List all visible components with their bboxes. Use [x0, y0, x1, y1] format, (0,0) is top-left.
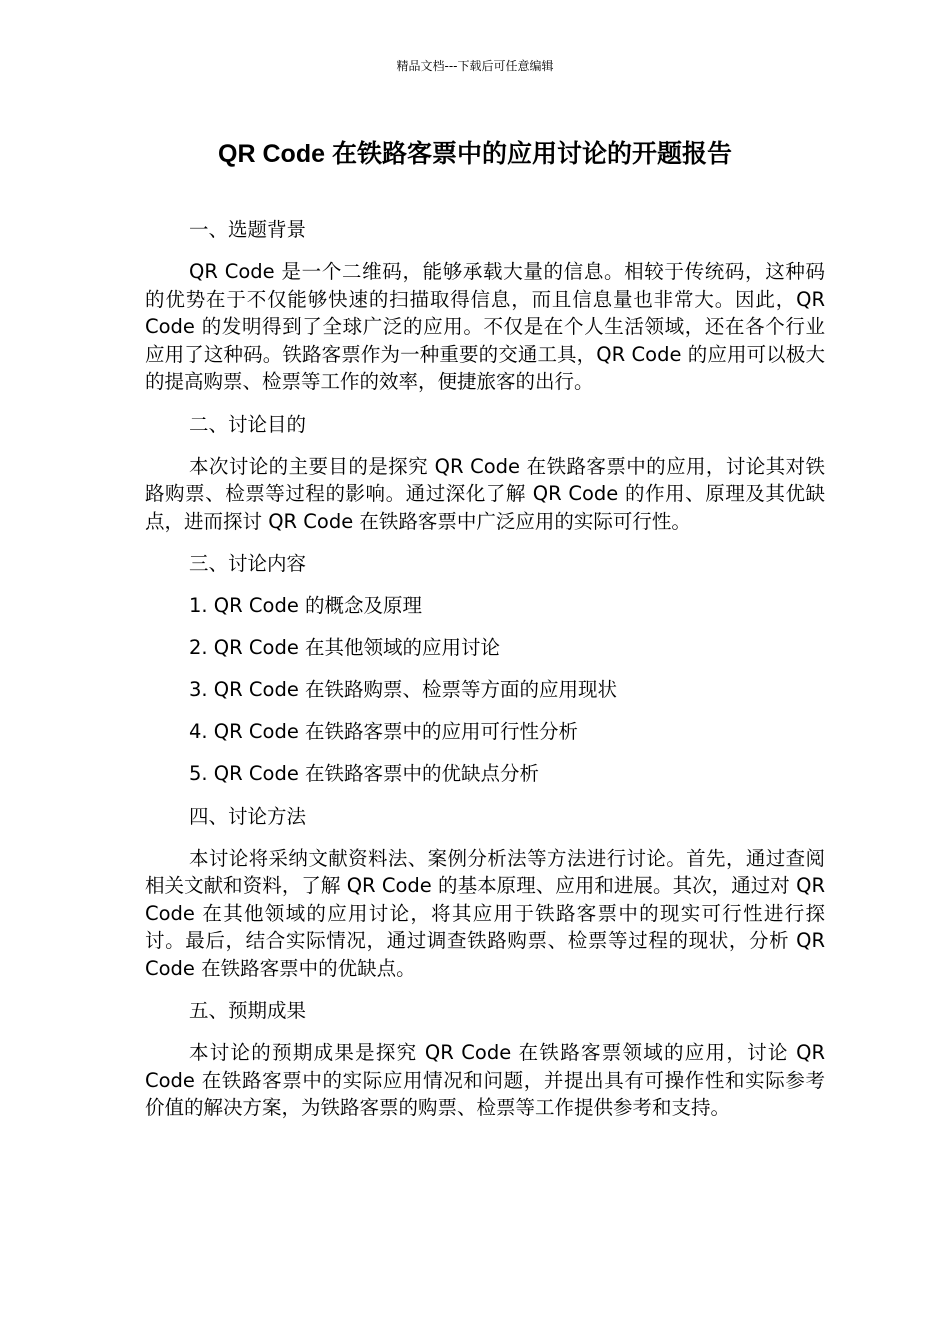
- list-item: 3. QR Code 在铁路购票、检票等方面的应用现状: [189, 678, 618, 702]
- page-header: 精品文档---下载后可任意编辑: [396, 59, 554, 73]
- section-heading-method: 四、讨论方法: [189, 804, 307, 828]
- section-paragraph-expected-results: 本讨论的预期成果是探究 QR Code 在铁路客票领域的应用，讨论 QR Code 在铁路客票中的实际应用情况和问题，并提出具有可操作性和实际参考价值的解决方案，为铁路客票的购票、检票等工作提供参考和支持。: [145, 1041, 825, 1120]
- section-heading-content: 三、讨论内容: [189, 551, 307, 575]
- section-paragraph-background: QR Code 是一个二维码，能够承载大量的信息。相较于传统码，这种码的优势在于不仅能够快速的扫描取得信息，而且信息量也非常大。因此，QR Code 的发明得到了全球广泛的应用。不仅是在个人生活领域，还在各个行业应用了这种码。铁路客票作为一种重要的交通工具，QR Code 的应用可以极大的提高购票、检票等工作的效率，便捷旅客的出行。: [145, 260, 825, 394]
- document-body: [145, 216, 825, 1136]
- list-item: 5. QR Code 在铁路客票中的优缺点分析: [189, 762, 540, 786]
- section-paragraph-method: 本讨论将采纳文献资料法、案例分析法等方法进行讨论。首先，通过查阅相关文献和资料，了解 QR Code 的基本原理、应用和进展。其次，通过对 QR Code 在其他领域的应用讨论，将其应用于铁路客票中的现实可行性进行探讨。最后，结合实际情况，通过调查铁路购票、检票等过程的现状，分析 QR Code 在铁路客票中的优缺点。: [145, 846, 825, 980]
- list-item: 1. QR Code 的概念及原理: [189, 594, 423, 618]
- section-paragraph-purpose: 本次讨论的主要目的是探究 QR Code 在铁路客票中的应用，讨论其对铁路购票、检票等过程的影响。通过深化了解 QR Code 的作用、原理及其优缺点，进而探讨 QR Code 在铁路客票中广泛应用的实际可行性。: [145, 454, 825, 533]
- list-item: 4. QR Code 在铁路客票中的应用可行性分析: [189, 720, 579, 744]
- section-heading-purpose: 二、讨论目的: [189, 412, 307, 436]
- section-heading-expected-results: 五、预期成果: [189, 999, 307, 1023]
- section-heading-background: 一、选题背景: [189, 218, 307, 241]
- list-item: 2. QR Code 在其他领域的应用讨论: [189, 636, 501, 660]
- document-title: QR Code 在铁路客票中的应用讨论的开题报告: [218, 140, 732, 168]
